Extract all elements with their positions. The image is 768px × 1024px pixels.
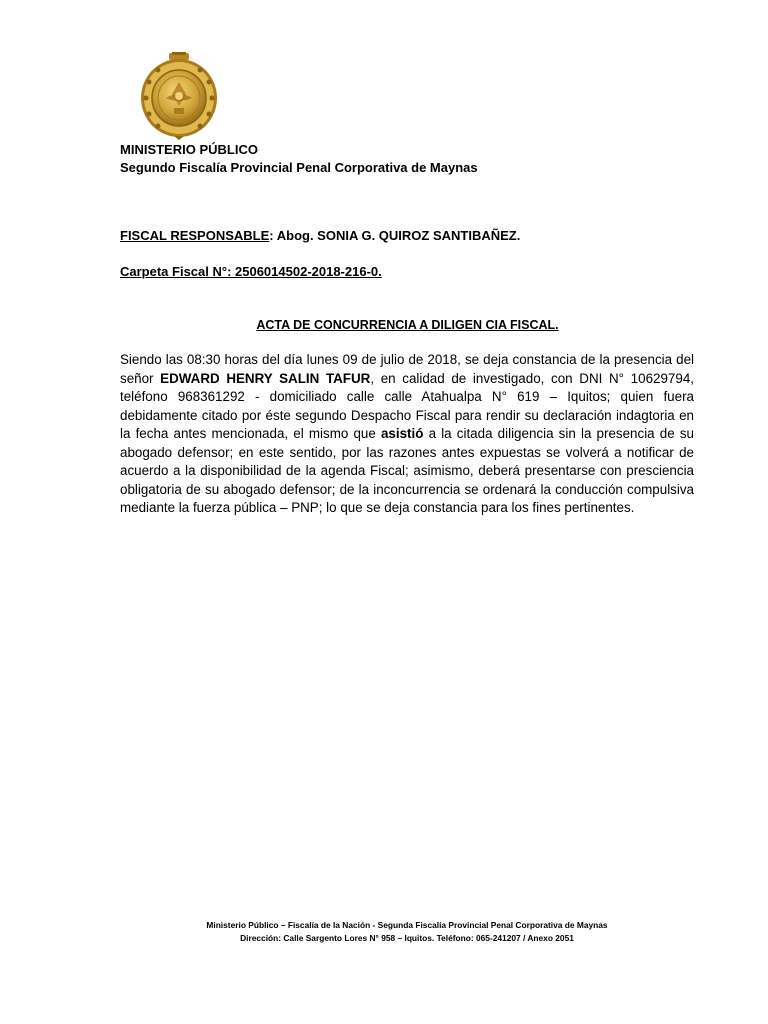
footer-institution: Ministerio Público – Fiscalía de la Nación - Segunda Fiscalía Provincial Penal Corporativa de Maynas	[206, 920, 608, 930]
fiscal-responsable-label: FISCAL RESPONSABLE	[120, 228, 270, 243]
document-title: ACTA DE CONCURRENCIA A DILIGEN CIA FISCAL.	[256, 318, 559, 332]
ministerio-publico-emblem	[136, 52, 222, 140]
fiscal-responsable-value: : Abog. SONIA G. QUIROZ SANTIBAÑEZ.	[269, 228, 521, 243]
body-text-part-3: a la citada diligencia sin la presencia de su abogado defensor; en este sentido, por las razones antes expuestas se volverá a notificar de acuerdo a la disponibilidad de la agenda Fiscal; asimismo, deberá presentarse con presciencia obligatoria de su abogado defensor; de la inconcurrencia se ordenará la conducción compulsiva mediante la fuerza pública – PNP; lo que se deja constancia para los fines pertinentes.	[120, 426, 694, 515]
office-name: Segundo Fiscalía Provincial Penal Corporativa de Maynas	[120, 160, 478, 175]
attended-word: asistió	[380, 426, 424, 441]
carpeta-fiscal-number: Carpeta Fiscal N°: 2506014502-2018-216-0.	[120, 264, 382, 279]
document-body	[120, 351, 694, 518]
body-text-part-1: Siendo las 08:30 horas del día lunes 09 de julio de 2018, se deja constancia de la presencia del señor	[120, 352, 694, 386]
footer-address: Dirección: Calle Sargento Lores N° 958 – Iquitos. Teléfono: 065-241207 / Anexo 2051	[240, 933, 574, 943]
body-text-part-2: , en calidad de investigado, con DNI N° 10629794, teléfono 968361292 - domiciliado calle calle Atahualpa N° 619 – Iquitos; quien fuera debidamente citado por éste segundo Despacho Fiscal para rendir su declaración indagtoria en la fecha antes mencionada, el mismo que	[120, 370, 694, 441]
fiscal-responsable-line	[120, 228, 520, 243]
letterhead	[120, 141, 478, 177]
institution-name: MINISTERIO PÚBLICO	[120, 142, 258, 157]
investigated-person-name: EDWARD HENRY SALIN TAFUR	[160, 370, 371, 386]
